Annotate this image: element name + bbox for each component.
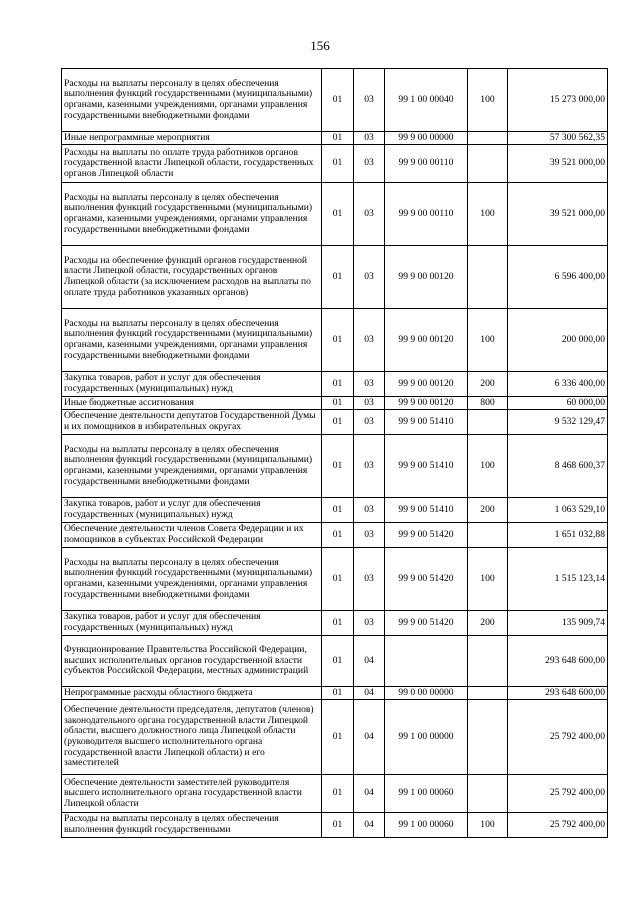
row-amount: 6 336 400,00	[508, 372, 608, 397]
row-section: 01	[322, 372, 354, 397]
row-target-article: 99 9 00 00120	[385, 372, 468, 397]
row-amount: 1 515 123,14	[508, 548, 608, 611]
row-amount: 25 792 400,00	[508, 700, 608, 775]
row-name: Непрограммные расходы областного бюджета	[62, 687, 322, 700]
row-expense-type	[468, 775, 508, 813]
table-row	[62, 775, 608, 813]
row-target-article: 99 9 00 00120	[385, 397, 468, 410]
row-name: Обеспечение деятельности заместителей руководителя высшего исполнительного органа государственной власти Липецкой области	[62, 775, 322, 813]
row-section: 01	[322, 435, 354, 498]
row-section: 01	[322, 687, 354, 700]
table-row	[62, 636, 608, 687]
row-subsection: 03	[354, 132, 385, 145]
row-amount: 25 792 400,00	[508, 813, 608, 838]
row-name: Расходы на обеспечение функций органов государственной власти Липецкой области, государственных органов Липецкой области (за исключением расходов на выплаты по оплате труда работников указанных органов)	[62, 246, 322, 309]
row-subsection: 03	[354, 372, 385, 397]
row-target-article: 99 9 00 51410	[385, 410, 468, 435]
row-section: 01	[322, 548, 354, 611]
row-subsection: 03	[354, 246, 385, 309]
table-row	[62, 132, 608, 145]
row-expense-type	[468, 132, 508, 145]
row-section: 01	[322, 145, 354, 183]
row-subsection: 04	[354, 687, 385, 700]
row-target-article: 99 1 00 00060	[385, 775, 468, 813]
row-amount: 25 792 400,00	[508, 775, 608, 813]
row-section: 01	[322, 611, 354, 636]
row-target-article: 99 9 00 00110	[385, 145, 468, 183]
row-expense-type	[468, 145, 508, 183]
row-name: Обеспечение деятельности членов Совета Федерации и их помощников в субъектах Российской Федерации	[62, 523, 322, 548]
row-amount: 1 651 032,88	[508, 523, 608, 548]
row-target-article	[385, 636, 468, 687]
row-amount: 6 596 400,00	[508, 246, 608, 309]
row-section: 01	[322, 700, 354, 775]
row-subsection: 03	[354, 309, 385, 372]
row-expense-type: 200	[468, 372, 508, 397]
row-subsection: 03	[354, 548, 385, 611]
row-name: Расходы на выплаты персоналу в целях обеспечения выполнения функций государственными (муниципальными) органами, казенными учреждениями, органами управления государственными внебюджетными фондами	[62, 435, 322, 498]
row-name: Функционирование Правительства Российской Федерации, высших исполнительных органов государственной власти субъектов Российской Федерации, местных администраций	[62, 636, 322, 687]
row-subsection: 03	[354, 498, 385, 523]
row-name: Закупка товаров, работ и услуг для обеспечения государственных (муниципальных) нужд	[62, 611, 322, 636]
table-row	[62, 435, 608, 498]
table-row	[62, 813, 608, 838]
row-subsection: 03	[354, 183, 385, 246]
row-amount: 293 648 600,00	[508, 687, 608, 700]
page-number: 156	[310, 38, 330, 53]
row-target-article: 99 9 00 51420	[385, 548, 468, 611]
row-target-article: 99 1 00 00000	[385, 700, 468, 775]
row-subsection: 03	[354, 410, 385, 435]
row-expense-type: 200	[468, 498, 508, 523]
row-subsection: 03	[354, 69, 385, 132]
row-target-article: 99 9 00 00110	[385, 183, 468, 246]
table-row	[62, 246, 608, 309]
row-expense-type	[468, 246, 508, 309]
row-name: Расходы на выплаты персоналу в целях обеспечения выполнения функций государственными (муниципальными) органами, казенными учреждениями, органами управления государственными внебюджетными фондами	[62, 183, 322, 246]
table-row	[62, 548, 608, 611]
row-section: 01	[322, 397, 354, 410]
row-target-article: 99 9 00 00120	[385, 309, 468, 372]
table-row	[62, 687, 608, 700]
row-name: Иные бюджетные ассигнования	[62, 397, 322, 410]
table-row	[62, 611, 608, 636]
row-section: 01	[322, 775, 354, 813]
row-section: 01	[322, 498, 354, 523]
row-expense-type	[468, 523, 508, 548]
row-expense-type: 100	[468, 548, 508, 611]
row-expense-type	[468, 636, 508, 687]
row-amount: 9 532 129,47	[508, 410, 608, 435]
row-target-article: 99 1 00 00040	[385, 69, 468, 132]
row-amount: 200 000,00	[508, 309, 608, 372]
row-amount: 39 521 000,00	[508, 183, 608, 246]
row-subsection: 04	[354, 775, 385, 813]
row-subsection: 03	[354, 435, 385, 498]
row-expense-type: 100	[468, 183, 508, 246]
table-row	[62, 309, 608, 372]
row-target-article: 99 9 00 00000	[385, 132, 468, 145]
row-name: Иные непрограммные мероприятия	[62, 132, 322, 145]
row-section: 01	[322, 69, 354, 132]
row-expense-type: 100	[468, 309, 508, 372]
row-expense-type: 100	[468, 435, 508, 498]
row-subsection: 04	[354, 636, 385, 687]
row-section: 01	[322, 309, 354, 372]
row-name: Расходы на выплаты персоналу в целях обеспечения выполнения функций государственными (муниципальными) органами, казенными учреждениями, органами управления государственными внебюджетными фондами	[62, 548, 322, 611]
row-amount: 60 000,00	[508, 397, 608, 410]
table-row	[62, 397, 608, 410]
table-row	[62, 183, 608, 246]
row-amount: 135 909,74	[508, 611, 608, 636]
row-subsection: 03	[354, 523, 385, 548]
row-expense-type: 200	[468, 611, 508, 636]
row-section: 01	[322, 636, 354, 687]
budget-table	[61, 68, 608, 838]
row-amount: 39 521 000,00	[508, 145, 608, 183]
row-target-article: 99 9 00 51420	[385, 523, 468, 548]
row-section: 01	[322, 523, 354, 548]
row-subsection: 03	[354, 397, 385, 410]
table-row	[62, 410, 608, 435]
table-row	[62, 498, 608, 523]
row-target-article: 99 9 00 51420	[385, 611, 468, 636]
row-subsection: 04	[354, 700, 385, 775]
row-name: Обеспечение деятельности председателя, депутатов (членов) законодательного органа государственной власти Липецкой области, высшего должностного лица Липецкой области (руководителя высшего исполнительного органа государственной власти Липецкой области) и его заместителей	[62, 700, 322, 775]
row-expense-type	[468, 687, 508, 700]
row-expense-type: 100	[468, 813, 508, 838]
row-expense-type: 800	[468, 397, 508, 410]
row-section: 01	[322, 132, 354, 145]
row-section: 01	[322, 410, 354, 435]
row-expense-type	[468, 410, 508, 435]
table-row	[62, 69, 608, 132]
table-row	[62, 372, 608, 397]
row-name: Закупка товаров, работ и услуг для обеспечения государственных (муниципальных) нужд	[62, 498, 322, 523]
row-amount: 1 063 529,10	[508, 498, 608, 523]
row-name: Закупка товаров, работ и услуг для обеспечения государственных (муниципальных) нужд	[62, 372, 322, 397]
row-section: 01	[322, 183, 354, 246]
row-name: Расходы на выплаты персоналу в целях обеспечения выполнения функций государственными (муниципальными) органами, казенными учреждениями, органами управления государственными внебюджетными фондами	[62, 69, 322, 132]
row-name: Расходы на выплаты персоналу в целях обеспечения выполнения функций государственными	[62, 813, 322, 838]
row-amount: 57 300 562,35	[508, 132, 608, 145]
row-section: 01	[322, 246, 354, 309]
row-expense-type: 100	[468, 69, 508, 132]
row-section: 01	[322, 813, 354, 838]
row-subsection: 03	[354, 145, 385, 183]
row-target-article: 99 0 00 00000	[385, 687, 468, 700]
row-target-article: 99 9 00 51410	[385, 435, 468, 498]
row-expense-type	[468, 700, 508, 775]
row-amount: 8 468 600,37	[508, 435, 608, 498]
row-name: Обеспечение деятельности депутатов Государственной Думы и их помощников в избирательных округах	[62, 410, 322, 435]
row-subsection: 03	[354, 611, 385, 636]
table-row	[62, 700, 608, 775]
row-amount: 293 648 600,00	[508, 636, 608, 687]
row-amount: 15 273 000,00	[508, 69, 608, 132]
table-row	[62, 145, 608, 183]
row-target-article: 99 9 00 00120	[385, 246, 468, 309]
table-row	[62, 523, 608, 548]
row-name: Расходы на выплаты персоналу в целях обеспечения выполнения функций государственными (муниципальными) органами, казенными учреждениями, органами управления государственными внебюджетными фондами	[62, 309, 322, 372]
row-target-article: 99 9 00 51410	[385, 498, 468, 523]
row-name: Расходы на выплаты по оплате труда работников органов государственной власти Липецкой области, государственных органов Липецкой области	[62, 145, 322, 183]
row-target-article: 99 1 00 00060	[385, 813, 468, 838]
row-subsection: 04	[354, 813, 385, 838]
